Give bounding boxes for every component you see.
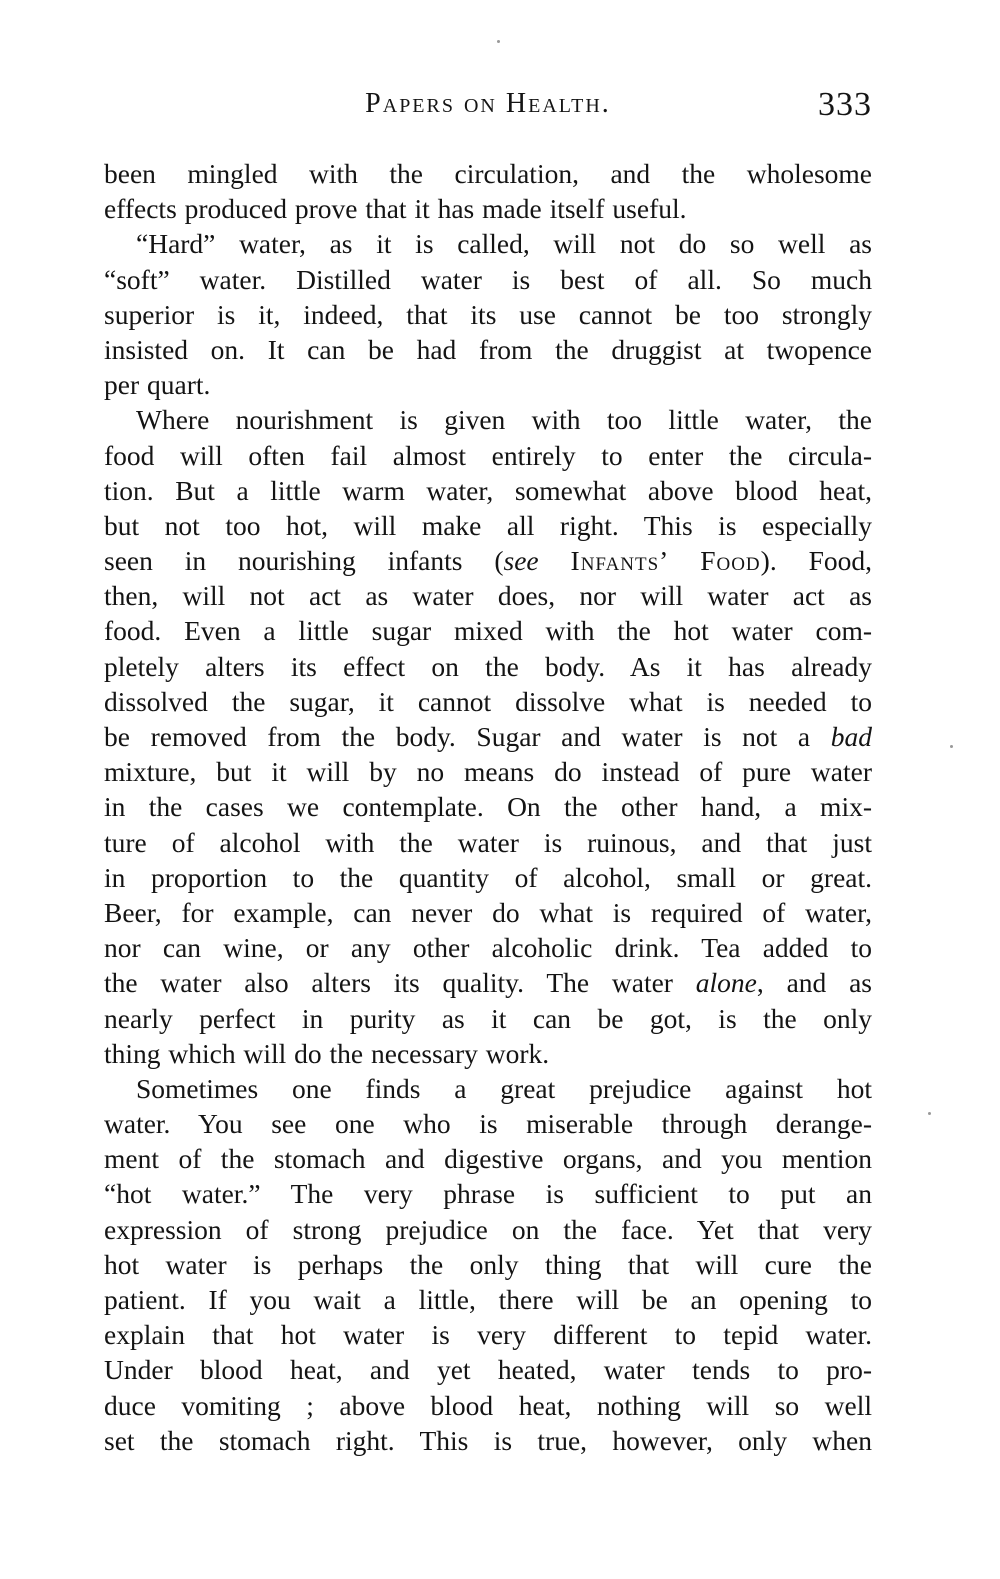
text-line: Where nourishment is given with too little water, the bbox=[136, 404, 872, 436]
text-line: water. You see one who is miserable through derange- bbox=[104, 1108, 872, 1140]
running-title: Papers on Health. bbox=[365, 88, 611, 119]
text-line: explain that hot water is very different to tepid water. bbox=[104, 1319, 872, 1351]
text-segment: , and as bbox=[756, 967, 872, 999]
text-line: ment of the stomach and digestive organs, and you mention bbox=[104, 1143, 872, 1175]
text-line: duce vomiting ; above blood heat, nothing will so well bbox=[104, 1389, 872, 1421]
text-line: then, will not act as water does, nor will water act as bbox=[104, 580, 872, 612]
text-line-cross-reference bbox=[104, 543, 872, 578]
text-line: nor can wine, or any other alcoholic drink. Tea added to bbox=[104, 932, 872, 964]
text-line: mixture, but it will by no means do instead of pure water bbox=[104, 756, 872, 788]
text-line: expression of strong prejudice on the face. Yet that very bbox=[104, 1213, 872, 1245]
scan-speck bbox=[928, 1112, 931, 1115]
see-reference: see bbox=[503, 545, 539, 577]
text-segment: the water also alters its quality. The water bbox=[104, 967, 696, 999]
body-text bbox=[104, 156, 872, 1458]
text-line: in proportion to the quantity of alcohol, small or great. bbox=[104, 861, 872, 893]
text-line: nearly perfect in purity as it can be got, is the only bbox=[104, 1002, 872, 1034]
text-line: food. Even a little sugar mixed with the hot water com- bbox=[104, 615, 872, 647]
text-line: superior is it, indeed, that its use cannot be too strongly bbox=[104, 298, 872, 330]
text-line: Under blood heat, and yet heated, water tends to pro- bbox=[104, 1354, 872, 1386]
text-segment: seen in nourishing infants ( bbox=[104, 545, 504, 577]
text-line: “Hard” water, as it is called, will not do so well as bbox=[136, 228, 872, 260]
text-line: “soft” water. Distilled water is best of all. So much bbox=[104, 263, 872, 295]
text-line: effects produced prove that it has made itself useful. bbox=[104, 193, 687, 225]
text-line: pletely alters its effect on the body. As it has already bbox=[104, 650, 872, 682]
scan-speck bbox=[497, 40, 500, 43]
text-line: insisted on. It can be had from the druggist at twopence bbox=[104, 333, 872, 365]
text-segment: ). Food, bbox=[760, 545, 873, 577]
text-line: set the stomach right. This is true, however, only when bbox=[104, 1424, 872, 1456]
text-line: in the cases we contemplate. On the other hand, a mix- bbox=[104, 791, 872, 823]
text-line: food will often fail almost entirely to enter the circula- bbox=[104, 439, 872, 471]
text-line: been mingled with the circulation, and the wholesome bbox=[104, 158, 872, 189]
scan-speck bbox=[950, 745, 953, 748]
text-line: Beer, for example, can never do what is required of water, bbox=[104, 896, 872, 928]
text-line-emphasis bbox=[104, 965, 872, 1000]
text-line: thing which will do the necessary work. bbox=[104, 1037, 550, 1069]
running-head bbox=[104, 86, 872, 130]
text-line: but not too hot, will make all right. This is especially bbox=[104, 509, 872, 541]
infants-food-reference: Infants’ Food bbox=[570, 545, 761, 577]
text-line: ture of alcohol with the water is ruinous, and that just bbox=[104, 826, 872, 858]
text-line: Sometimes one finds a great prejudice against hot bbox=[136, 1072, 872, 1104]
text-line: tion. But a little warm water, somewhat above blood heat, bbox=[104, 474, 872, 506]
text-segment: be removed from the body. Sugar and water is not a bbox=[104, 721, 831, 752]
text-line: per quart. bbox=[104, 369, 211, 401]
text-line: hot water is perhaps the only thing that will cure the bbox=[104, 1248, 872, 1280]
text-line: dissolved the sugar, it cannot dissolve what is needed to bbox=[104, 685, 872, 717]
text-line-emphasis bbox=[104, 719, 872, 754]
text-line: patient. If you wait a little, there will be an opening to bbox=[104, 1284, 872, 1315]
page-number: 333 bbox=[818, 86, 872, 123]
emphasis-alone: alone bbox=[695, 967, 757, 999]
emphasis-bad: bad bbox=[830, 721, 872, 752]
text-line: “hot water.” The very phrase is sufficient to put an bbox=[104, 1178, 872, 1210]
